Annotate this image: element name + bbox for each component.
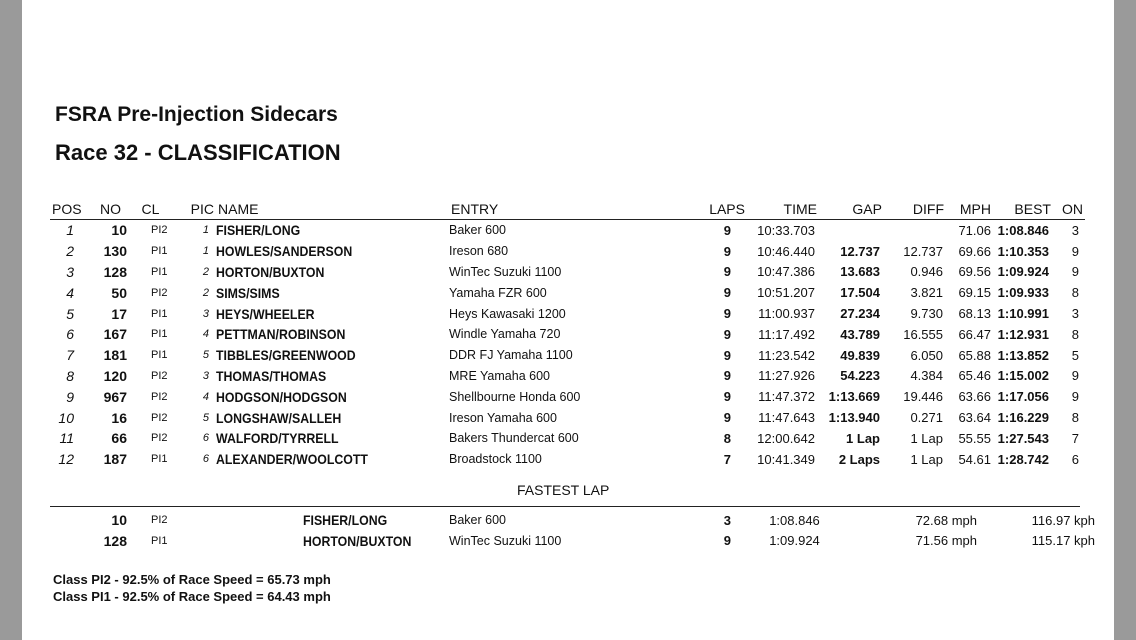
spacer-cell — [1095, 510, 1114, 531]
cell-diff: 1 Lap — [910, 451, 943, 467]
cell-gap: 1:13.669 — [828, 389, 880, 405]
class-note-pi1: Class PI1 - 92.5% of Race Speed = 64.43 mph — [53, 589, 331, 604]
table-row — [50, 407, 1085, 428]
cell-entry: Broadstock 1100 — [449, 452, 542, 467]
cell-no: 181 — [103, 347, 127, 364]
cell-on: 5 — [1071, 347, 1079, 363]
cell-on: 9 — [1071, 264, 1079, 280]
cell-diff: 0.946 — [910, 264, 943, 280]
cell-entry: Heys Kawasaki 1200 — [449, 306, 566, 321]
cell-cl: PI2 — [151, 411, 168, 424]
driver-names: FISHER/LONG — [216, 222, 301, 239]
cell-mph: 71.06 — [958, 222, 991, 238]
driver-names: HOWLES/SANDERSON — [216, 243, 353, 260]
table-row — [50, 262, 1085, 283]
cell-pos: 5 — [66, 305, 74, 322]
driver-names: FISHER/LONG — [303, 512, 388, 529]
cell-name — [216, 428, 449, 449]
cell-no: 128 — [103, 263, 127, 280]
cell-name — [216, 407, 449, 428]
cell-laps: 7 — [723, 451, 731, 467]
cell-no: 120 — [103, 367, 127, 384]
cell-pos: 6 — [66, 326, 74, 343]
cell-time: 11:47.643 — [758, 410, 815, 426]
fastest-cell-entry: WinTec Suzuki 1100 — [449, 533, 562, 548]
cell-gap: 54.223 — [840, 368, 880, 384]
cell-gap: 13.683 — [840, 264, 880, 280]
cell-laps: 9 — [723, 222, 731, 238]
cell-diff: 0.271 — [910, 410, 943, 426]
col-diff: DIFF — [884, 198, 946, 220]
race-title: Race 32 - CLASSIFICATION — [55, 140, 341, 165]
table-row — [50, 241, 1085, 262]
cell-gap: 27.234 — [840, 306, 880, 322]
driver-names: HODGSON/HODGSON — [216, 388, 347, 405]
cell-time: 11:17.492 — [758, 326, 815, 342]
cell-on: 9 — [1071, 243, 1079, 259]
cell-mph: 66.47 — [958, 326, 991, 342]
cell-no: 10 — [111, 222, 127, 239]
cell-no: 167 — [103, 326, 127, 343]
cell-gap: 1:13.940 — [828, 410, 880, 426]
cell-gap: 1 Lap — [846, 430, 880, 446]
cell-cl: PI1 — [151, 307, 168, 320]
cell-laps: 9 — [723, 264, 731, 280]
cell-diff: 16.555 — [903, 326, 943, 342]
driver-names: HORTON/BUXTON — [216, 263, 325, 280]
cell-best: 1:10.991 — [997, 306, 1049, 322]
cell-pic: 4 — [202, 390, 209, 403]
col-no: NO — [88, 198, 133, 220]
table-row — [50, 428, 1085, 449]
fastest-cell-no: 128 — [103, 532, 127, 549]
cell-time: 11:23.542 — [758, 347, 815, 363]
cell-entry: Bakers Thundercat 600 — [449, 431, 579, 446]
cell-pos: 3 — [66, 263, 74, 280]
cell-best: 1:08.846 — [997, 222, 1049, 238]
cell-laps: 9 — [723, 389, 731, 405]
classification-table — [50, 198, 1085, 470]
class-note-pi2: Class PI2 - 92.5% of Race Speed = 65.73 mph — [53, 572, 331, 587]
spacer-cell — [1095, 531, 1114, 552]
cell-entry: Windle Yamaha 720 — [449, 327, 561, 342]
cell-time: 12:00.642 — [757, 430, 815, 446]
cell-name — [216, 366, 449, 387]
fastest-lap-divider — [50, 506, 1080, 507]
series-title: FSRA Pre-Injection Sidecars — [55, 103, 338, 126]
table-row — [50, 345, 1085, 366]
cell-name — [216, 345, 449, 366]
cell-gap: 2 Laps — [838, 451, 880, 467]
cell-time: 10:51.207 — [757, 285, 815, 301]
cell-name — [216, 241, 449, 262]
cell-mph: 69.15 — [958, 285, 991, 301]
fastest-lap-heading: FASTEST LAP — [517, 482, 610, 498]
cell-cl: PI2 — [151, 224, 168, 237]
cell-cl: PI2 — [151, 432, 168, 445]
driver-names: ALEXANDER/WOOLCOTT — [216, 451, 368, 468]
driver-names: HORTON/BUXTON — [303, 532, 412, 549]
cell-name — [216, 449, 449, 470]
table-row — [50, 366, 1085, 387]
cell-mph: 69.56 — [958, 264, 991, 280]
cell-no: 967 — [103, 388, 127, 405]
cell-entry: Baker 600 — [449, 223, 506, 238]
cell-no: 66 — [111, 430, 127, 447]
cell-on: 8 — [1071, 285, 1079, 301]
cell-pic: 2 — [202, 286, 209, 299]
col-pos: POS — [50, 198, 88, 220]
cell-diff: 1 Lap — [910, 430, 943, 446]
driver-names: WALFORD/TYRRELL — [216, 430, 339, 447]
cell-mph: 63.64 — [958, 410, 991, 426]
cell-laps: 9 — [723, 285, 731, 301]
table-header — [50, 198, 1085, 220]
cell-laps: 8 — [723, 430, 731, 446]
cell-pic: 2 — [202, 265, 209, 278]
cell-diff — [884, 220, 946, 241]
cell-laps: 9 — [723, 347, 731, 363]
cell-name — [216, 220, 449, 241]
cell-best: 1:27.543 — [997, 430, 1049, 446]
cell-name — [216, 303, 449, 324]
col-cl: CL — [133, 198, 168, 220]
table-row — [50, 449, 1085, 470]
fastest-cell-cl: PI2 — [151, 514, 168, 527]
cell-no: 187 — [103, 451, 127, 468]
fastest-cell-lap: 9 — [723, 533, 731, 549]
cell-mph: 65.46 — [958, 368, 991, 384]
cell-mph: 69.66 — [958, 243, 991, 259]
table-row — [50, 303, 1085, 324]
fastest-cell-no: 10 — [111, 512, 127, 529]
cell-on: 9 — [1071, 368, 1079, 384]
cell-cl: PI1 — [151, 245, 168, 258]
cell-mph: 55.55 — [958, 430, 991, 446]
fastest-cell-mph: 72.68 mph — [915, 512, 977, 528]
cell-best: 1:17.056 — [997, 389, 1049, 405]
col-gap: GAP — [819, 198, 884, 220]
fastest-cell-lap: 3 — [723, 512, 731, 528]
cell-time: 10:47.386 — [757, 264, 815, 280]
cell-diff: 9.730 — [910, 306, 943, 322]
table-row — [50, 282, 1085, 303]
cell-cl: PI1 — [151, 349, 168, 362]
cell-time: 11:47.372 — [758, 389, 815, 405]
cell-best: 1:12.931 — [997, 326, 1049, 342]
cell-entry: WinTec Suzuki 1100 — [449, 264, 562, 279]
cell-gap: 43.789 — [840, 326, 880, 342]
fastest-cell-entry: Baker 600 — [449, 513, 506, 528]
cell-laps: 9 — [723, 243, 731, 259]
cell-time: 10:33.703 — [757, 222, 815, 238]
cell-diff: 4.384 — [910, 368, 943, 384]
cell-pic: 5 — [202, 411, 209, 424]
cell-pos: 1 — [66, 222, 74, 239]
col-time: TIME — [747, 198, 819, 220]
cell-no: 16 — [111, 409, 127, 426]
cell-pos: 12 — [58, 451, 74, 468]
cell-pic: 3 — [202, 369, 209, 382]
driver-names: LONGSHAW/SALLEH — [216, 409, 342, 426]
table-row — [50, 386, 1085, 407]
cell-entry: Ireson 680 — [449, 244, 509, 259]
cell-best: 1:10.353 — [997, 243, 1049, 259]
cell-cl: PI2 — [151, 369, 168, 382]
cell-pic: 4 — [202, 328, 209, 341]
cell-diff: 3.821 — [910, 285, 943, 301]
driver-names: SIMS/SIMS — [216, 284, 280, 301]
cell-pos: 7 — [66, 347, 74, 364]
fastest-cell-name — [168, 531, 449, 552]
cell-pos: 4 — [66, 284, 74, 301]
cell-entry: DDR FJ Yamaha 1100 — [449, 348, 573, 363]
cell-pos: 2 — [66, 243, 74, 260]
cell-mph: 68.13 — [958, 306, 991, 322]
col-pic: PIC — [168, 198, 216, 220]
cell-cl: PI2 — [151, 390, 168, 403]
cell-pic: 5 — [202, 349, 209, 362]
cell-pos: 8 — [66, 367, 74, 384]
cell-no: 130 — [103, 243, 127, 260]
cell-diff: 12.737 — [903, 243, 943, 259]
fastest-cell-kph: 115.17 kph — [1031, 533, 1095, 549]
cell-on: 3 — [1071, 222, 1079, 238]
fastest-cell-name — [168, 510, 449, 531]
cell-laps: 9 — [723, 368, 731, 384]
cell-diff: 19.446 — [903, 389, 943, 405]
cell-time: 11:27.926 — [758, 368, 815, 384]
cell-cl: PI1 — [151, 453, 168, 466]
cell-entry: Shellbourne Honda 600 — [449, 389, 581, 404]
cell-pos: 11 — [59, 430, 74, 447]
cell-no: 50 — [111, 284, 127, 301]
cell-pic: 6 — [202, 432, 209, 445]
cell-best: 1:09.933 — [997, 285, 1049, 301]
cell-mph: 65.88 — [958, 347, 991, 363]
driver-names: THOMAS/THOMAS — [216, 367, 327, 384]
cell-cl: PI1 — [151, 328, 168, 341]
col-on: ON — [1053, 198, 1085, 220]
col-mph: MPH — [946, 198, 993, 220]
fastest-lap-row — [50, 510, 1114, 531]
cell-time: 11:00.937 — [758, 306, 815, 322]
cell-best: 1:28.742 — [997, 451, 1049, 467]
cell-pos: 10 — [58, 409, 74, 426]
cell-laps: 9 — [723, 306, 731, 322]
cell-on: 7 — [1071, 430, 1079, 446]
cell-on: 8 — [1071, 410, 1079, 426]
cell-best: 1:15.002 — [997, 368, 1049, 384]
cell-cl: PI2 — [151, 286, 168, 299]
cell-best: 1:13.852 — [997, 347, 1049, 363]
cell-mph: 63.66 — [958, 389, 991, 405]
cell-best: 1:09.924 — [997, 264, 1049, 280]
table-row — [50, 220, 1085, 241]
fastest-cell-time: 1:08.846 — [769, 512, 820, 528]
cell-laps: 9 — [723, 326, 731, 342]
cell-no: 17 — [111, 305, 127, 322]
cell-pic: 3 — [202, 307, 209, 320]
cell-cl: PI1 — [151, 265, 168, 278]
cell-pic: 1 — [202, 224, 209, 237]
table-row — [50, 324, 1085, 345]
cell-on: 3 — [1071, 306, 1079, 322]
driver-names: HEYS/WHEELER — [216, 305, 315, 322]
col-best: BEST — [993, 198, 1053, 220]
cell-on: 8 — [1071, 326, 1079, 342]
cell-time: 10:46.440 — [757, 243, 815, 259]
cell-pic: 6 — [202, 453, 209, 466]
cell-gap: 12.737 — [840, 243, 880, 259]
cell-best: 1:16.229 — [997, 410, 1049, 426]
cell-gap — [819, 220, 884, 241]
cell-entry: Yamaha FZR 600 — [449, 285, 547, 300]
cell-name — [216, 386, 449, 407]
cell-diff: 6.050 — [910, 347, 943, 363]
cell-gap: 49.839 — [840, 347, 880, 363]
driver-names: PETTMAN/ROBINSON — [216, 326, 346, 343]
fastest-cell-kph: 116.97 kph — [1031, 512, 1095, 528]
driver-names: TIBBLES/GREENWOOD — [216, 347, 356, 364]
results-document — [22, 0, 1114, 640]
col-laps: LAPS — [697, 198, 747, 220]
cell-mph: 54.61 — [958, 451, 991, 467]
cell-gap: 17.504 — [840, 285, 880, 301]
cell-on: 9 — [1071, 389, 1079, 405]
fastest-cell-mph: 71.56 mph — [915, 533, 977, 549]
fastest-cell-time: 1:09.924 — [769, 533, 820, 549]
cell-pos: 9 — [66, 388, 74, 405]
cell-on: 6 — [1071, 451, 1079, 467]
fastest-lap-table — [50, 510, 1114, 551]
fastest-cell-cl: PI1 — [151, 534, 168, 547]
cell-pic: 1 — [202, 245, 209, 258]
cell-laps: 9 — [723, 410, 731, 426]
cell-name — [216, 262, 449, 283]
cell-name — [216, 282, 449, 303]
col-entry: ENTRY — [449, 198, 697, 220]
cell-entry: MRE Yamaha 600 — [449, 368, 550, 383]
cell-name — [216, 324, 449, 345]
cell-entry: Ireson Yamaha 600 — [449, 410, 557, 425]
cell-time: 10:41.349 — [757, 451, 815, 467]
col-name: NAME — [216, 198, 449, 220]
fastest-lap-row — [50, 531, 1114, 552]
